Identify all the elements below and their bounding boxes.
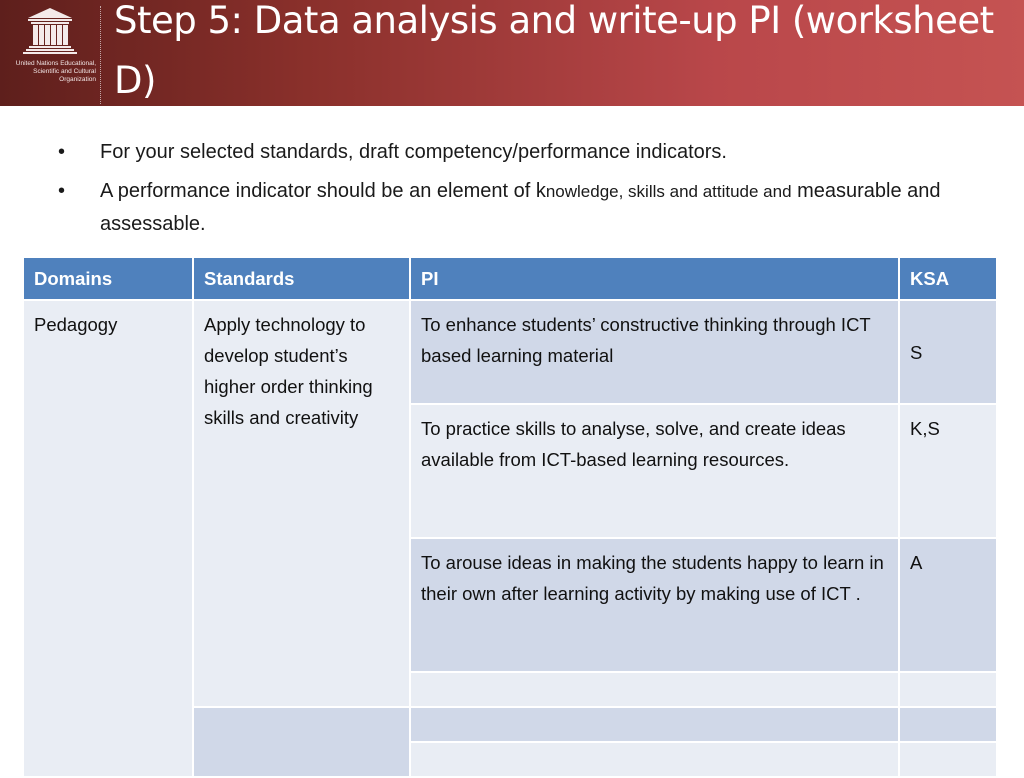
pi-cell: To arouse ideas in making the students happy to learn in their own after learning activity by making use of ICT .	[410, 538, 899, 672]
ksa-cell: S	[899, 300, 997, 404]
ksa-cell-empty	[899, 707, 997, 742]
bullet-icon: •	[58, 180, 66, 202]
table-header-row	[23, 257, 997, 300]
slide-title: Step 5: Data analysis and write-up PI (worksheet D)	[114, 0, 994, 102]
column-header-domains: Domains	[23, 257, 193, 300]
logo-divider	[100, 6, 101, 104]
domain-cell: Pedagogy	[23, 300, 193, 777]
pi-cell-empty	[410, 672, 899, 707]
column-header-ksa: KSA	[899, 257, 997, 300]
bullet-item	[58, 175, 958, 241]
pi-cell-empty	[410, 707, 899, 742]
pi-cell-empty	[410, 742, 899, 777]
unesco-temple-logo-icon	[0, 0, 100, 60]
title-banner	[0, 0, 1024, 106]
column-header-standards: Standards	[193, 257, 410, 300]
bullet-item	[58, 136, 958, 169]
ksa-cell: A	[899, 538, 997, 672]
bullet-text-part: nowledge, skills and attitude and	[545, 182, 792, 201]
pi-cell: To enhance students’ constructive thinking through ICT based learning material	[410, 300, 899, 404]
bullet-text-part: measurable and assessable.	[100, 180, 941, 235]
pi-cell: To practice skills to analyse, solve, and create ideas available from ICT-based learning resources.	[410, 404, 899, 538]
unesco-logo	[0, 0, 100, 106]
bullet-icon: •	[58, 141, 66, 163]
column-header-pi: PI	[410, 257, 899, 300]
bullet-list	[58, 136, 958, 241]
worksheet-table	[22, 256, 998, 778]
ksa-cell-empty	[899, 672, 997, 707]
table-row	[23, 300, 997, 404]
bullet-text-part: A performance indicator should be an element of k	[100, 180, 546, 202]
standard-cell-empty	[193, 707, 410, 777]
ksa-cell-empty	[899, 742, 997, 777]
ksa-cell: K,S	[899, 404, 997, 538]
standard-cell: Apply technology to develop student’s higher order thinking skills and creativity	[193, 300, 410, 707]
bullet-text: For your selected standards, draft competency/performance indicators.	[100, 141, 727, 163]
org-name: United Nations Educational, Scientific and Cultural Organization	[15, 60, 96, 83]
